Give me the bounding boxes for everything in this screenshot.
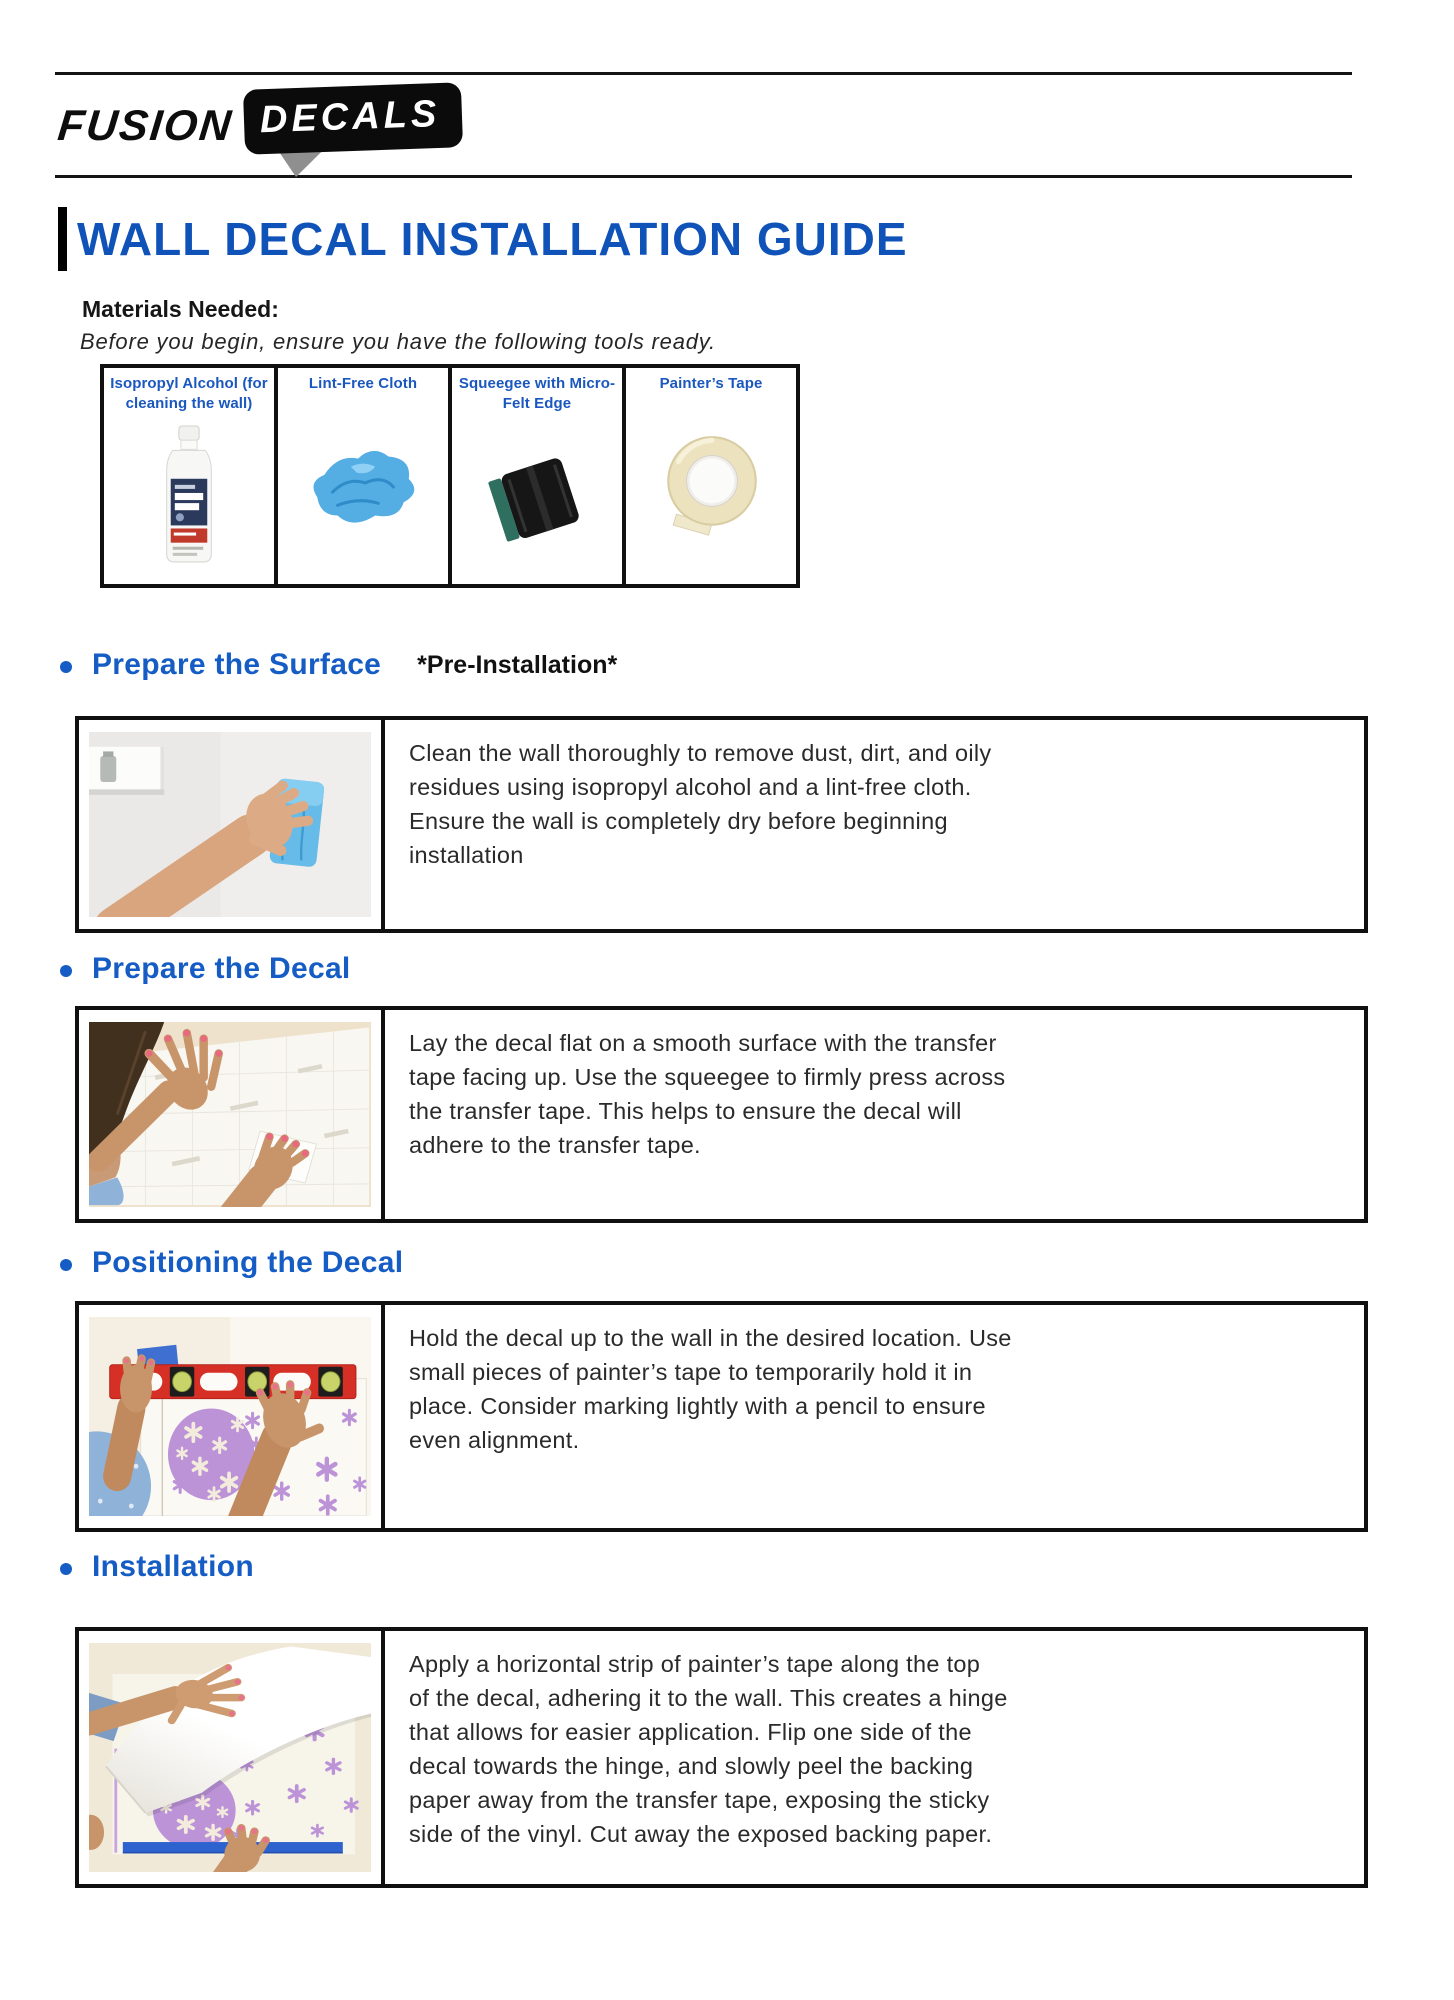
photo-cell [79,1010,385,1219]
logo-decals-text: DECALS [243,82,463,155]
bullet-icon [60,965,72,977]
materials-heading: Materials Needed: [82,296,279,322]
section-heading-prepare-surface [60,648,617,682]
logo-decals-badge [244,86,462,151]
photo-cell [79,1305,385,1528]
material-label: Lint-Free Cloth [308,375,418,392]
painters-tape-icon [631,394,791,577]
material-cell-cloth [278,368,452,584]
squeegee-icon [457,413,617,576]
material-label: Painter’s Tape [659,375,763,392]
title-row [58,207,908,271]
section-text: Apply a horizontal strip of painter’s tape along the top of the decal, adhering it to the wall. This creates a hinge that allows for easier application. Flip one side of the decal towards the hinge, and slowly peel the backing paper away from the transfer tape, exposing the sticky side of the vinyl. Cut away the exposed backing paper. [409,1651,1008,1847]
section-box-prepare-surface [75,716,1368,933]
pre-installation-note: *Pre-Installation* [417,650,618,679]
photo-cell [79,1631,385,1884]
header-rule-top [55,72,1352,75]
materials-subheading: Before you begin, ensure you have the following tools ready. [80,329,716,354]
title-accent-bar [58,207,67,271]
wall-cleaning-photo [89,732,371,917]
material-label: Squeegee with Micro-Felt Edge [458,375,616,412]
lint-free-cloth-icon [283,394,443,577]
bullet-icon [60,1563,72,1575]
page-title: WALL DECAL INSTALLATION GUIDE [77,213,908,265]
logo-fusion-text: FUSION [55,102,236,150]
section-text: Hold the decal up to the wall in the desired location. Use small pieces of painter’s tape to temporarily hold it in place. Consider marking lightly with a pencil to ensure even alignment. [409,1325,1012,1453]
squeegee-pressing-photo [89,1022,371,1207]
section-title: Installation [92,1550,254,1583]
header-rule-bottom [55,175,1352,178]
backing-paper-peel-photo [89,1643,371,1872]
section-text: Lay the decal flat on a smooth surface with the transfer tape facing up. Use the squeegee to firmly press across the transfer tape. This helps to ensure the decal will adhere to the transfer tape. [409,1030,1006,1158]
section-box-positioning-decal [75,1301,1368,1532]
bullet-icon [60,661,72,673]
section-title: Prepare the Decal [92,952,351,985]
alcohol-bottle-icon [109,413,269,576]
section-title: Positioning the Decal [92,1246,404,1279]
material-cell-isopropyl [104,368,278,584]
section-heading-installation [60,1550,254,1584]
materials-table [100,364,800,588]
section-box-prepare-decal [75,1006,1368,1223]
photo-cell [79,720,385,929]
section-box-installation [75,1627,1368,1888]
section-heading-positioning-decal [60,1246,403,1280]
material-cell-tape [626,368,796,584]
level-alignment-photo [89,1317,371,1516]
material-label: Isopropyl Alcohol (for cleaning the wall) [110,375,268,412]
fusion-decals-logo [55,86,463,151]
bullet-icon [60,1259,72,1271]
section-heading-prepare-decal [60,952,351,986]
section-text: Clean the wall thoroughly to remove dust, dirt, and oily residues using isopropyl alcohol and a lint-free cloth. Ensure the wall is completely dry before beginning installation [409,740,992,868]
section-title: Prepare the Surface [92,648,382,681]
material-cell-squeegee [452,368,626,584]
